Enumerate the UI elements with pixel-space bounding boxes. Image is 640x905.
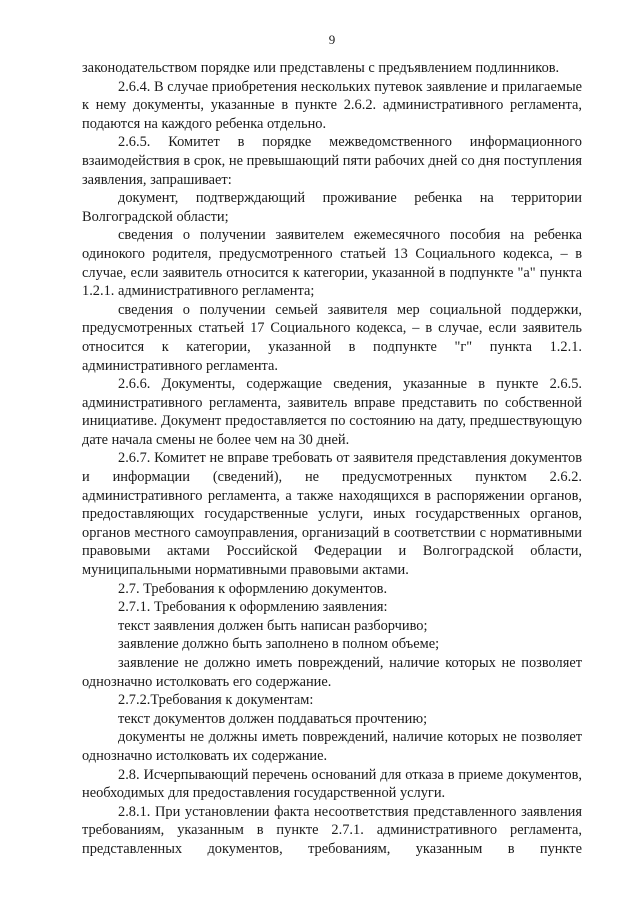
paragraph: текст документов должен поддаваться прочтению;	[118, 710, 428, 727]
paragraph: документ, подтверждающий проживание ребенка на территории Волгоградской области;	[82, 190, 582, 225]
paragraph: заявление должно быть заполнено в полном объеме;	[118, 636, 440, 653]
page-number: 9	[328, 32, 336, 47]
paragraph: 2.8.1. При установлении факта несоответствия представленного заявления требованиям, указанным в пункте 2.7.1. административного регламента, представленных документов, требованиям, указанным в пункте	[82, 803, 582, 857]
paragraph: 2.7.1. Требования к оформлению заявления:	[118, 599, 388, 616]
paragraph: 2.6.7. Комитет не вправе требовать от заявителя представления документов и информации (сведений), не предусмотренных пунктом 2.6.2. административного регламента, а также находящихся в распоряжении органов, предоставляющих государственные услуги, иных государственных органов, органов местного самоуправления, организаций в соответствии с нормативными правовыми актами Российской Федерации и Волгоградской области, муниципальными нормативными правовыми актами.	[82, 450, 582, 579]
paragraph: текст заявления должен быть написан разборчиво;	[118, 617, 428, 634]
paragraph: документы не должны иметь повреждений, наличие которых не позволяет однозначно истолковать их содержание.	[82, 729, 582, 764]
paragraph: 2.7. Требования к оформлению документов.	[118, 580, 388, 597]
paragraph: 2.8. Исчерпывающий перечень оснований для отказа в приеме документов, необходимых для предоставления государственной услуги.	[82, 766, 582, 802]
document-body	[82, 59, 582, 859]
paragraph: сведения о получении семьей заявителя мер социальной поддержки, предусмотренных статьей 17 Социального кодекса, – в случае, если заявитель относится к категории, указанной в подпункте "г" пункта 1.2.1. административного регламента.	[82, 301, 582, 374]
paragraph: сведения о получении заявителем ежемесячного пособия на ребенка одинокого родителя, предусмотренного статьей 13 Социального кодекса, – в случае, если заявитель относится к категории, указанной в подпункте "а" пункта 1.2.1. административного регламента;	[82, 227, 582, 300]
paragraph: 2.6.5. Комитет в порядке межведомственного информационного взаимодействия в срок, не превышающий пяти рабочих дней со дня поступления заявления, запрашивает:	[82, 134, 582, 188]
paragraph: законодательством порядке или представлены с предъявлением подлинников.	[82, 60, 560, 76]
paragraph: 2.7.2.Требования к документам:	[118, 692, 314, 709]
paragraph: 2.6.4. В случае приобретения нескольких путевок заявление и прилагаемые к нему документы, указанные в пункте 2.6.2. административного регламента, подаются на каждого ребенка отдельно.	[82, 78, 582, 132]
paragraph: 2.6.6. Документы, содержащие сведения, указанные в пункте 2.6.5. административного регламента, заявитель вправе представить по собственной инициативе. Документ предоставляется по состоянию на дату, предшествующую дате начала смены не более чем на 30 дней.	[82, 376, 582, 448]
paragraph: заявление не должно иметь повреждений, наличие которых не позволяет однозначно истолковать его содержание.	[82, 655, 582, 690]
